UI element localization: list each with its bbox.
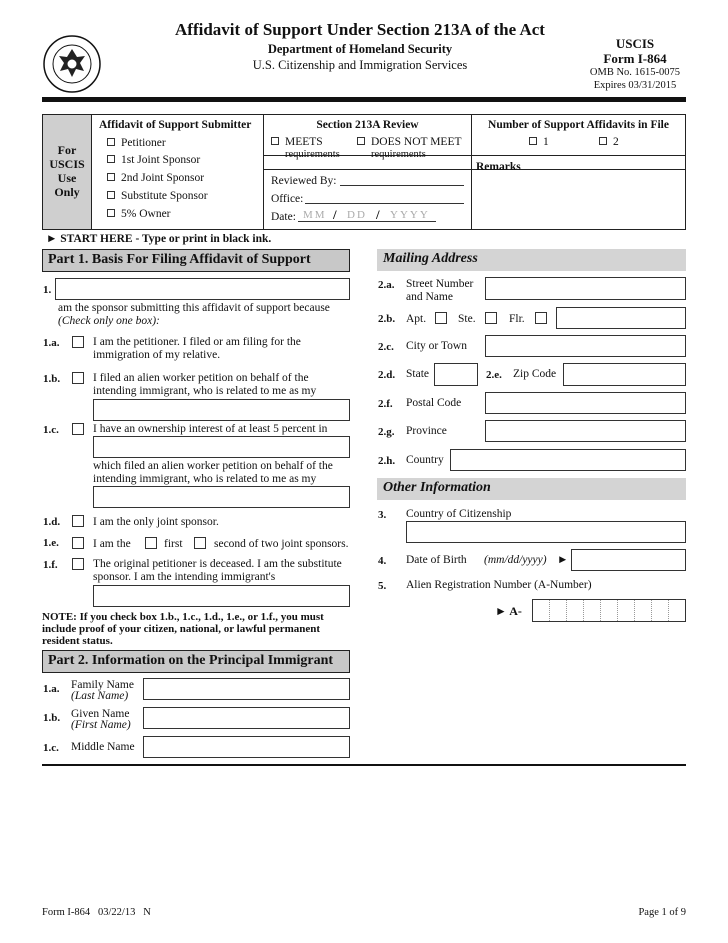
review-header-rule (263, 169, 685, 170)
apt-checkbox[interactable] (435, 312, 447, 324)
office-line[interactable] (305, 203, 464, 204)
remarks-label: Remarks (476, 161, 521, 173)
item-1e-number: 1.e. (43, 537, 59, 549)
item-1c-number: 1.c. (43, 424, 59, 436)
checkbox[interactable] (107, 209, 115, 217)
option-label: Petitioner (121, 137, 166, 149)
given-name-sub: (First Name) (71, 719, 131, 731)
street-number: 2.a. (378, 279, 395, 291)
country-number: 2.h. (378, 455, 396, 467)
option-label: 2 (613, 136, 619, 148)
dob-number: 4. (378, 555, 387, 567)
part2-1b-number: 1.b. (43, 712, 61, 724)
citizenship-number: 3. (378, 509, 387, 521)
submitter-option-1st-joint[interactable] (107, 154, 200, 166)
apt-label: Apt. (406, 313, 427, 325)
reviewed-by-label: Reviewed By: (271, 175, 337, 187)
zip-label: Zip Code (513, 368, 557, 380)
flr-label: Flr. (509, 313, 525, 325)
date-label: Date: (271, 211, 296, 223)
dob-label: Date of Birth (406, 554, 467, 566)
relationship-1f-input[interactable] (93, 585, 350, 607)
use-only-line-4: Only (54, 185, 80, 199)
use-only-line-2: USCIS (49, 157, 85, 171)
checkbox-1a[interactable] (72, 336, 84, 348)
family-name-sub: (Last Name) (71, 690, 129, 702)
item-1e-text-1: I am the (93, 538, 131, 550)
state-label: State (406, 368, 429, 380)
company-1c-input[interactable] (93, 436, 350, 458)
dob-hint: (mm/dd/yyyy) (484, 554, 547, 566)
footer-form-id: Form I-864 03/22/13 N (42, 907, 151, 918)
dhs-seal (43, 35, 101, 93)
item-1d-number: 1.d. (43, 516, 61, 528)
given-name-label: Given Name (71, 708, 130, 720)
item-1f-number: 1.f. (43, 559, 58, 571)
item-1c-text-1: I have an ownership interest of at least 5 percent in (93, 423, 328, 435)
flr-checkbox[interactable] (535, 312, 547, 324)
use-only-divider-2 (471, 115, 472, 229)
citizenship-label: Country of Citizenship (406, 508, 512, 520)
item-1e-text-2: first (164, 538, 183, 550)
mailing-address-title: Mailing Address (377, 249, 686, 271)
street-label: Street Number and Name (406, 278, 474, 303)
anum-number: 5. (378, 580, 387, 592)
date-dd: DD (347, 209, 367, 221)
office-label: Office: (271, 193, 304, 205)
item-1e-text-3: second of two joint sponsors. (214, 538, 349, 550)
dob-input[interactable] (571, 549, 686, 571)
option-label: 1 (543, 136, 549, 148)
option-label: 2nd Joint Sponsor (121, 172, 205, 184)
count-header: Number of Support Affidavits in File (488, 119, 669, 131)
item-1d-text: I am the only joint sponsor. (93, 516, 219, 528)
item-1b-text: I filed an alien worker petition on behalf of the intending immigrant, who is related to me as my (93, 372, 317, 397)
state-input[interactable] (434, 363, 478, 386)
zip-number: 2.e. (486, 369, 502, 381)
checkbox-1e-first[interactable] (145, 537, 157, 549)
middle-name-label: Middle Name (71, 741, 135, 753)
city-number: 2.c. (378, 341, 394, 353)
option-label: 5% Owner (121, 208, 171, 220)
header-rule (42, 97, 686, 102)
agency-name: U.S. Citizenship and Immigration Services (252, 58, 468, 72)
use-only-line-1: For (57, 143, 77, 157)
omb-number: OMB No. 1615-0075 (589, 67, 681, 78)
submitter-option-owner[interactable] (107, 208, 171, 220)
meets-sub: requirements (285, 149, 340, 160)
uscis-label: USCIS (615, 36, 655, 51)
country-label: Country (406, 454, 444, 466)
item-1-text: am the sponsor submitting this affidavit of support because (58, 302, 330, 314)
date-sep-1: / (333, 207, 337, 222)
other-info-title: Other Information (377, 478, 686, 500)
footer-page-number: Page 1 of 9 (638, 907, 686, 918)
part2-1a-number: 1.a. (43, 683, 60, 695)
bottom-rule (42, 764, 686, 766)
sponsor-name-input[interactable] (55, 278, 350, 300)
middle-name-input[interactable] (143, 736, 350, 758)
city-input[interactable] (485, 335, 686, 357)
part2-title: Part 2. Information on the Principal Immigrant (42, 650, 350, 673)
start-here-instruction: ► START HERE - Type or print in black ink. (46, 233, 272, 245)
reviewed-by-line[interactable] (340, 185, 464, 186)
checkbox-1e[interactable] (72, 537, 84, 549)
checkbox[interactable] (357, 137, 365, 145)
city-label: City or Town (406, 340, 467, 352)
department-name: Department of Homeland Security (267, 42, 453, 56)
anum-input[interactable] (532, 599, 686, 622)
country-input[interactable] (450, 449, 686, 471)
not-meet-sub: requirements (371, 149, 426, 160)
count-option-2[interactable] (599, 136, 619, 148)
postal-label: Postal Code (406, 397, 462, 409)
submitter-option-substitute[interactable] (107, 190, 208, 202)
date-line[interactable] (298, 221, 436, 222)
street-input[interactable] (485, 277, 686, 300)
zip-input[interactable] (563, 363, 686, 386)
submitter-option-petitioner[interactable] (107, 137, 166, 149)
date-sep-2: / (376, 207, 380, 222)
citizenship-input[interactable] (406, 521, 686, 543)
checkbox[interactable] (271, 137, 279, 145)
relationship-1b-input[interactable] (93, 399, 350, 421)
part1-note: NOTE: If you check box 1.b., 1.c., 1.d., 1.e., or 1.f., you must include proof of your citizen, national, or lawful permanent resident status. (42, 611, 324, 647)
checkbox[interactable] (107, 138, 115, 146)
dob-arrow: ► (557, 554, 569, 566)
option-label: DOES NOT MEET (371, 136, 462, 148)
expiration-date: Expires 03/31/2015 (593, 80, 677, 91)
item-1b-number: 1.b. (43, 373, 61, 385)
apt-number-input[interactable] (556, 307, 686, 329)
item-1-hint: (Check only one box): (58, 315, 160, 327)
review-header: Section 213A Review (316, 119, 419, 131)
checkbox-1e-second[interactable] (194, 537, 206, 549)
checkbox-1f[interactable] (72, 558, 84, 570)
use-only-divider-1 (263, 115, 264, 229)
part2-1c-number: 1.c. (43, 742, 59, 754)
checkbox-1c[interactable] (72, 423, 84, 435)
checkbox-1b[interactable] (72, 372, 84, 384)
item-1c-text-2: which filed an alien worker petition on behalf of the intending immigrant, who is related to me as my (93, 460, 333, 485)
checkbox[interactable] (107, 173, 115, 181)
checkbox-1d[interactable] (72, 515, 84, 527)
family-name-input[interactable] (143, 678, 350, 700)
apt-number: 2.b. (378, 313, 396, 325)
item-1a-text: I am the petitioner. I filed or am filing for the immigration of my relative. (93, 336, 301, 361)
postal-number: 2.f. (378, 398, 393, 410)
date-mm: MM (303, 209, 327, 221)
ste-checkbox[interactable] (485, 312, 497, 324)
state-number: 2.d. (378, 369, 396, 381)
form-title: Affidavit of Support Under Section 213A of the Act (175, 20, 545, 39)
option-label: Substitute Sponsor (121, 190, 208, 202)
anum-label: Alien Registration Number (A-Number) (406, 579, 592, 591)
use-only-line-3: Use (57, 171, 77, 185)
option-label: MEETS (285, 136, 323, 148)
checkbox[interactable] (107, 191, 115, 199)
count-option-1[interactable] (529, 136, 549, 148)
ste-label: Ste. (458, 313, 476, 325)
option-label: 1st Joint Sponsor (121, 154, 201, 166)
checkbox[interactable] (107, 155, 115, 163)
given-name-input[interactable] (143, 707, 350, 729)
checkbox[interactable] (529, 137, 537, 145)
province-label: Province (406, 425, 447, 437)
province-input[interactable] (485, 420, 686, 442)
submitter-option-2nd-joint[interactable] (107, 172, 204, 184)
relationship-1c-input[interactable] (93, 486, 350, 508)
date-yyyy: YYYY (390, 209, 430, 221)
postal-input[interactable] (485, 392, 686, 414)
family-name-label: Family Name (71, 679, 134, 691)
item-1f-text: The original petitioner is deceased. I am the substitute sponsor. I am the intending immigrant's (93, 558, 342, 583)
anum-prefix: ► A- (495, 604, 522, 618)
item-1a-number: 1.a. (43, 337, 60, 349)
meets-option[interactable] (271, 136, 323, 148)
form-number: Form I-864 (603, 51, 667, 66)
checkbox[interactable] (599, 137, 607, 145)
item-1-number: 1. (43, 284, 52, 296)
province-number: 2.g. (378, 426, 395, 438)
not-meet-option[interactable] (357, 136, 462, 148)
submitter-header: Affidavit of Support Submitter (99, 119, 252, 131)
part1-title: Part 1. Basis For Filing Affidavit of Support (42, 249, 350, 272)
